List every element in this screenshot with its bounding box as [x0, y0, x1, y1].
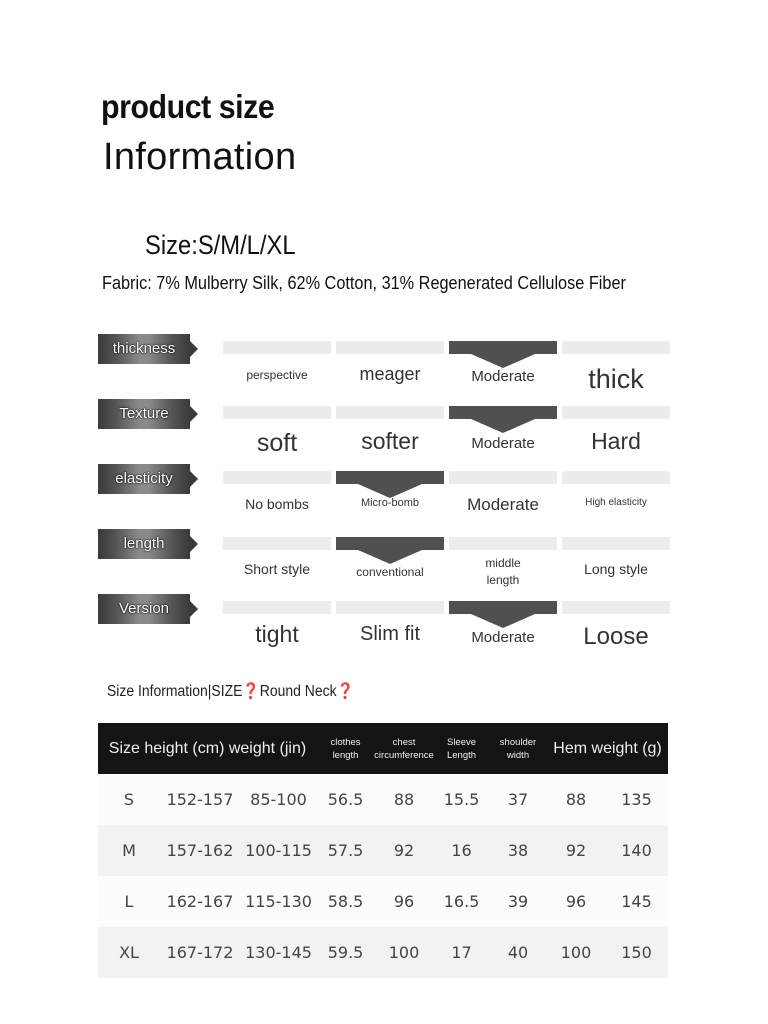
header-hem-weight: Hem weight (g) — [547, 723, 668, 774]
attribute-option — [223, 471, 331, 521]
attribute-option-selected — [449, 406, 557, 456]
option-bar — [449, 341, 557, 354]
table-cell: 135 — [605, 774, 668, 825]
table-row — [98, 825, 668, 876]
table-row — [98, 876, 668, 927]
option-bar — [449, 471, 557, 484]
attribute-option — [223, 341, 331, 391]
table-cell: 150 — [605, 927, 668, 978]
option-text: Moderate — [467, 495, 539, 514]
table-cell: 57.5 — [317, 825, 374, 876]
attribute-label-text: elasticity — [115, 470, 173, 487]
option-bar — [336, 406, 444, 419]
attribute-label-text: Texture — [119, 405, 169, 422]
table-cell: 85-100 — [240, 774, 317, 825]
header-shoulder-width: shoulder width — [489, 723, 547, 774]
table-cell: 38 — [489, 825, 547, 876]
selected-indicator — [471, 614, 535, 628]
option-text: soft — [256, 429, 298, 457]
header-size-height-weight: Size height (cm) weight (jin) — [98, 723, 317, 774]
table-header-row — [98, 723, 668, 774]
table-cell: 37 — [489, 774, 547, 825]
attribute-label-texture — [98, 399, 196, 429]
option-bar — [223, 537, 331, 550]
table-cell: 56.5 — [317, 774, 374, 825]
table-cell: 100 — [547, 927, 605, 978]
table-row — [98, 927, 668, 978]
attribute-label-text: Version — [118, 600, 170, 617]
fabric-composition: Fabric: 7% Mulberry Silk, 62% Cotton, 31% Regenerated Cellulose Fiber — [102, 272, 626, 293]
table-cell: 96 — [547, 876, 605, 927]
table-cell: 100-115 — [240, 825, 317, 876]
option-bar — [562, 406, 670, 419]
attribute-label-thickness — [98, 334, 196, 364]
attribute-option — [562, 471, 670, 521]
option-text: Short style — [243, 561, 311, 577]
option-text: thick — [588, 364, 644, 394]
option-bar — [336, 601, 444, 614]
option-bar — [336, 471, 444, 484]
attribute-option — [562, 537, 670, 587]
option-bar — [223, 341, 331, 354]
table-cell: 39 — [489, 876, 547, 927]
size-table-heading: Size Information|SIZE❓Round Neck❓ — [107, 683, 354, 700]
available-sizes: Size:S/M/L/XL — [145, 230, 296, 260]
option-bar — [336, 537, 444, 550]
option-text: Loose — [583, 623, 649, 650]
table-cell: 162-167 — [160, 876, 240, 927]
title-product-size: product size — [101, 88, 275, 125]
option-bar — [449, 406, 557, 419]
option-bar — [336, 341, 444, 354]
option-bar — [562, 471, 670, 484]
option-text: High elasticity — [585, 497, 647, 508]
option-text: softer — [361, 428, 419, 454]
attribute-label-text: thickness — [112, 340, 176, 357]
attribute-option — [336, 406, 444, 456]
selected-indicator — [471, 419, 535, 433]
option-text: middle length — [485, 556, 521, 587]
attribute-label-version — [98, 594, 196, 624]
option-text: tight — [255, 621, 299, 647]
attribute-option — [449, 471, 557, 521]
selected-indicator — [358, 484, 422, 498]
table-cell: S — [98, 774, 160, 825]
option-text: perspective — [246, 368, 308, 382]
table-cell: XL — [98, 927, 160, 978]
attribute-option — [449, 537, 557, 587]
option-text: Micro-bomb — [360, 497, 420, 509]
attribute-option — [562, 601, 670, 651]
option-bar — [562, 537, 670, 550]
table-cell: 17 — [434, 927, 489, 978]
attribute-option — [336, 341, 444, 391]
table-cell: 59.5 — [317, 927, 374, 978]
option-text: Long style — [584, 561, 648, 577]
table-cell: 96 — [374, 876, 434, 927]
option-bar — [223, 471, 331, 484]
attribute-option-selected — [449, 341, 557, 391]
attribute-option-selected — [449, 601, 557, 651]
attribute-option — [223, 601, 331, 651]
attribute-option-selected — [336, 537, 444, 587]
header-clothes-length: clothes length — [317, 723, 374, 774]
option-text: Hard — [591, 428, 641, 454]
selected-indicator — [358, 550, 422, 564]
option-text: Moderate — [471, 435, 535, 452]
table-cell: 157-162 — [160, 825, 240, 876]
attribute-label-length — [98, 529, 196, 559]
option-text: Slim fit — [360, 623, 420, 645]
table-cell: 100 — [374, 927, 434, 978]
attribute-option-selected — [336, 471, 444, 521]
table-cell: M — [98, 825, 160, 876]
table-cell: 88 — [374, 774, 434, 825]
option-bar — [562, 601, 670, 614]
option-text: Moderate — [471, 629, 535, 646]
option-bar — [449, 601, 557, 614]
attribute-option — [562, 341, 670, 394]
attribute-option — [223, 406, 331, 456]
table-cell: 15.5 — [434, 774, 489, 825]
selected-indicator — [471, 354, 535, 368]
table-cell: 130-145 — [240, 927, 317, 978]
table-cell: 92 — [374, 825, 434, 876]
table-row — [98, 774, 668, 825]
table-cell: 92 — [547, 825, 605, 876]
table-cell: 16 — [434, 825, 489, 876]
table-cell: L — [98, 876, 160, 927]
table-cell: 40 — [489, 927, 547, 978]
attribute-option — [223, 537, 331, 587]
option-text: meager — [359, 364, 421, 384]
option-bar — [449, 537, 557, 550]
table-cell: 140 — [605, 825, 668, 876]
attribute-label-elasticity — [98, 464, 196, 494]
option-text: Moderate — [471, 368, 535, 385]
title-information: Information — [103, 136, 297, 178]
option-bar — [562, 341, 670, 354]
attribute-option — [562, 406, 670, 456]
option-text: conventional — [356, 565, 424, 579]
table-cell: 167-172 — [160, 927, 240, 978]
table-cell: 88 — [547, 774, 605, 825]
attribute-label-text: length — [123, 535, 165, 552]
table-cell: 58.5 — [317, 876, 374, 927]
table-cell: 145 — [605, 876, 668, 927]
table-cell: 115-130 — [240, 876, 317, 927]
table-cell: 16.5 — [434, 876, 489, 927]
table-cell: 152-157 — [160, 774, 240, 825]
header-sleeve-length: Sleeve Length — [434, 723, 489, 774]
option-bar — [223, 601, 331, 614]
header-chest-circumference: chest circumference — [374, 723, 434, 774]
size-table — [98, 723, 668, 978]
attribute-option — [336, 601, 444, 651]
option-bar — [223, 406, 331, 419]
option-text: No bombs — [245, 496, 309, 512]
